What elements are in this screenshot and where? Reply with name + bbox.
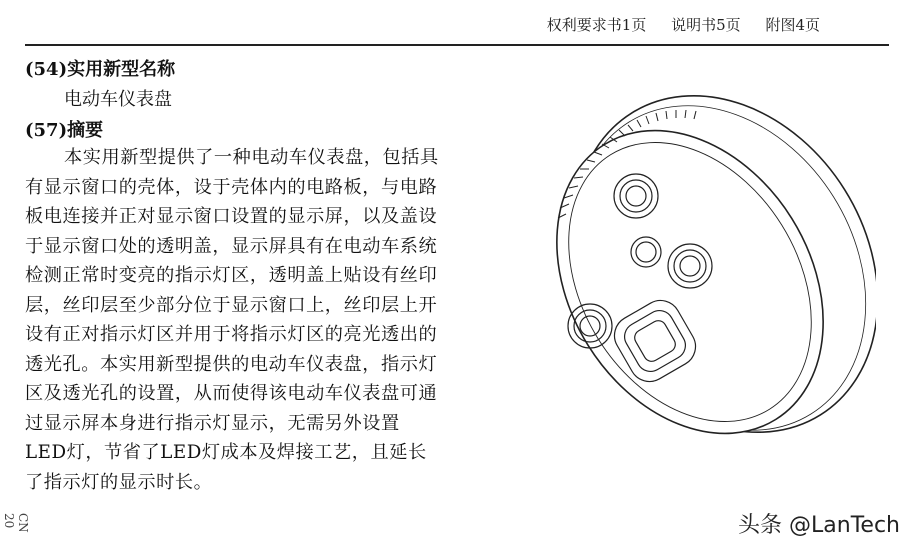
spec-page-count: 说明书5页 bbox=[671, 16, 741, 34]
watermark-text: 头条 @LanTech bbox=[738, 513, 900, 538]
utility-model-name: 电动车仪表盘 bbox=[64, 89, 172, 110]
header-rule bbox=[25, 44, 889, 46]
abstract-text: 本实用新型提供了一种电动车仪表盘，包括具有显示窗口的壳体，设于壳体内的电路板，与电路板电连接并正对显示窗口设置的显示屏，以及盖设于显示窗口处的透明盖，显示屏具有在电动车系统检测正常时变亮的指示灯区，透明盖上贴设有丝印层，丝印层至少部分位于显示窗口上，丝印层上开设有正对指示灯区并用于将指示灯区的亮光透出的透光孔。本实用新型提供的电动车仪表盘，指示灯区及透光孔的设置，从而使得该电动车仪表盘可通过显示屏本身进行指示灯显示，无需另外设置LED灯，节省了LED灯成本及焊接工艺，且延长了指示灯的显示时长。 bbox=[25, 147, 439, 493]
abstract-heading: (57)摘要 bbox=[25, 120, 104, 141]
dashboard-drawing bbox=[540, 68, 876, 460]
claims-page-count: 权利要求书1页 bbox=[546, 16, 647, 34]
document-header bbox=[527, 14, 820, 35]
side-publication-mark: CN 20 bbox=[2, 513, 30, 533]
utility-model-name-heading: (54)实用新型名称 bbox=[25, 59, 176, 80]
drawings-page-count: 附图4页 bbox=[765, 16, 820, 34]
